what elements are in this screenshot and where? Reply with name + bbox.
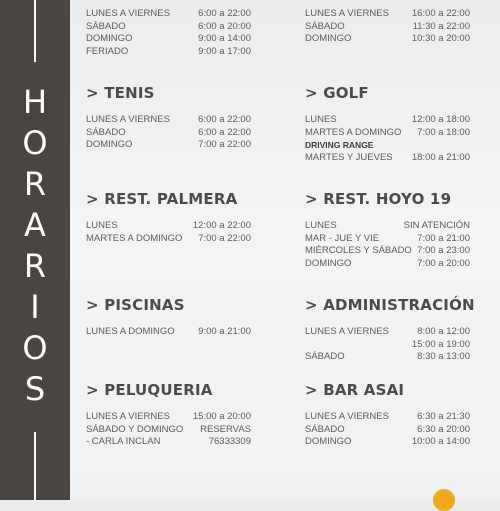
title-letter: R	[23, 165, 47, 203]
schedule-hours: SIN ATENCIÓN	[403, 220, 470, 231]
schedule-hours: 9:00 a 14:00	[198, 33, 251, 44]
title-letter: A	[24, 206, 46, 244]
schedule-hours: 15:00 a 19:00	[411, 338, 470, 350]
schedule-day: DRIVING RANGE	[305, 140, 374, 150]
schedule-day: LUNES A VIERNES	[86, 411, 170, 422]
section-heading: > REST. HOYO 19	[305, 190, 452, 208]
schedule-hours: 10:00 a 14:00	[411, 436, 470, 447]
schedule-hours: 8:00 a 12:00	[417, 326, 470, 337]
section-heading: > ADMINISTRACIÓN	[305, 296, 475, 314]
schedule-day: SÁBADO	[305, 423, 345, 435]
schedule-row	[86, 326, 251, 339]
band-rule-top	[34, 0, 36, 62]
schedule-hours: 11:30 a 22:00	[412, 20, 470, 32]
schedule-hours: 7:00 a 21:00	[417, 232, 470, 244]
section-heading: > PISCINAS	[86, 296, 185, 314]
title-letter: I	[30, 288, 40, 326]
side-band	[0, 0, 70, 500]
schedule-row	[86, 21, 251, 34]
schedule-row	[86, 139, 251, 152]
title-letter: H	[22, 83, 48, 121]
schedule-row	[305, 411, 470, 424]
schedule-hours: 6:00 a 22:00	[198, 126, 251, 138]
schedule-day: LUNES A VIERNES	[86, 8, 170, 19]
section-rows	[86, 8, 251, 58]
schedule-hours: 16:00 a 22:00	[411, 8, 470, 19]
schedule-day: SÁBADO Y DOMINGO	[86, 423, 184, 435]
schedule-day: FERIADO	[86, 45, 129, 57]
vertical-title	[0, 82, 70, 410]
title-letter: O	[22, 329, 48, 367]
schedule-row	[305, 339, 470, 352]
schedule-day: LUNES A VIERNES	[305, 411, 389, 422]
schedule-hours: 8:30 a 13:00	[417, 351, 470, 362]
section-heading: > BAR ASAI	[305, 381, 405, 399]
schedule-row	[305, 21, 470, 34]
schedule-hours: 9:00 a 21:00	[198, 326, 251, 337]
schedule-row	[86, 8, 251, 21]
schedule-row	[305, 233, 470, 246]
section-top-left	[86, 0, 251, 58]
section-rest-palmera	[86, 190, 251, 245]
schedule-day: DOMINGO	[86, 139, 133, 150]
schedule-hours: 76333309	[208, 436, 251, 447]
section-rows	[305, 8, 470, 46]
schedule-row	[305, 114, 470, 127]
schedule-row	[305, 8, 470, 21]
schedule-day: LUNES A VIERNES	[305, 326, 389, 337]
schedule-row	[86, 114, 251, 127]
schedule-day: LUNES A DOMINGO	[86, 326, 175, 337]
schedule-row	[305, 258, 470, 271]
schedule-hours: 12:00 a 22:00	[192, 220, 251, 231]
section-rows	[86, 326, 251, 339]
schedule-hours: 7:00 a 18:00	[417, 126, 470, 138]
schedule-day: SÁBADO	[305, 351, 345, 362]
section-heading: > PELUQUERIA	[86, 381, 213, 399]
schedule-row	[305, 245, 470, 258]
schedule-row	[86, 233, 251, 246]
section-peluqueria	[86, 381, 251, 449]
schedule-day: SÁBADO	[305, 20, 345, 32]
schedule-day: MARTES A DOMINGO	[86, 232, 183, 244]
schedule-hours: RESERVAS	[200, 423, 251, 435]
schedule-day: LUNES	[86, 220, 118, 231]
schedule-hours: 10:30 a 20:00	[411, 33, 470, 44]
section-top-right	[305, 0, 470, 46]
schedule-day: MAR - JUE Y VIE	[305, 232, 380, 244]
schedule-hours: 6:00 a 22:00	[198, 8, 251, 19]
schedule-hours: 12:00 a 18:00	[411, 114, 470, 125]
schedule-day: MIÉRCOLES Y SÁBADO	[305, 245, 412, 256]
band-rule-bottom	[34, 432, 36, 500]
schedule-row	[86, 436, 251, 449]
schedule-hours: 6:00 a 20:00	[198, 20, 251, 32]
schedule-day: DOMINGO	[86, 33, 133, 44]
section-rest-hoyo-19	[305, 190, 470, 270]
schedule-row	[305, 351, 470, 364]
schedule-day: MARTES A DOMINGO	[305, 126, 402, 138]
schedule-hours: 9:00 a 17:00	[198, 45, 251, 57]
schedule-hours: 18:00 a 21:00	[411, 151, 470, 163]
orange-circle-icon	[433, 489, 455, 511]
section-rows	[86, 411, 251, 449]
schedule-row	[305, 436, 470, 449]
section-rows	[305, 411, 470, 449]
schedule-hours: 7:00 a 22:00	[198, 139, 251, 150]
schedule-row	[86, 127, 251, 140]
section-heading: > REST. PALMERA	[86, 190, 238, 208]
schedule-row	[305, 139, 470, 152]
schedule-day: DOMINGO	[305, 33, 352, 44]
schedule-day: LUNES	[305, 220, 337, 231]
section-rows	[86, 114, 251, 152]
section-golf	[305, 84, 470, 164]
title-letter: S	[24, 370, 46, 408]
section-rows	[305, 326, 470, 364]
schedule-row	[305, 33, 470, 46]
section-heading: > TENIS	[86, 84, 155, 102]
schedule-hours: 7:00 a 23:00	[417, 245, 470, 256]
schedule-row	[86, 424, 251, 437]
schedule-row	[305, 152, 470, 165]
schedule-day: SÁBADO	[86, 20, 126, 32]
schedule-day: DOMINGO	[305, 436, 352, 447]
schedule-hours: 6:00 a 22:00	[198, 114, 251, 125]
section-bar-asai	[305, 381, 470, 449]
schedule-hours: 15:00 a 20:00	[192, 411, 251, 422]
title-letter: R	[23, 247, 47, 285]
section-piscinas	[86, 296, 251, 339]
schedule-row	[305, 127, 470, 140]
schedule-row	[86, 33, 251, 46]
schedule-row	[305, 326, 470, 339]
schedule-hours: 6:30 a 21:30	[417, 411, 470, 422]
schedule-day: MARTES Y JUEVES	[305, 151, 393, 163]
schedule-row	[305, 424, 470, 437]
section-rows	[305, 114, 470, 164]
title-letter: O	[22, 124, 48, 162]
schedule-day: SÁBADO	[86, 126, 126, 138]
schedule-day: LUNES A VIERNES	[86, 114, 170, 125]
schedule-row	[86, 411, 251, 424]
schedule-day: DOMINGO	[305, 257, 352, 269]
schedule-day: - CARLA INCLAN	[86, 436, 161, 447]
section-tenis	[86, 84, 251, 152]
section-rows	[86, 220, 251, 245]
section-administracion	[305, 296, 475, 364]
schedule-day: LUNES A VIERNES	[305, 8, 389, 19]
schedule-row	[305, 220, 470, 233]
schedule-hours: 7:00 a 22:00	[198, 232, 251, 244]
schedule-row	[86, 220, 251, 233]
section-rows	[305, 220, 470, 270]
schedule-hours: 6:30 a 20:00	[417, 423, 470, 435]
schedule-hours: 7:00 a 20:00	[417, 257, 470, 269]
schedule-day: LUNES	[305, 114, 337, 125]
section-heading: > GOLF	[305, 84, 369, 102]
schedule-row	[86, 46, 251, 59]
